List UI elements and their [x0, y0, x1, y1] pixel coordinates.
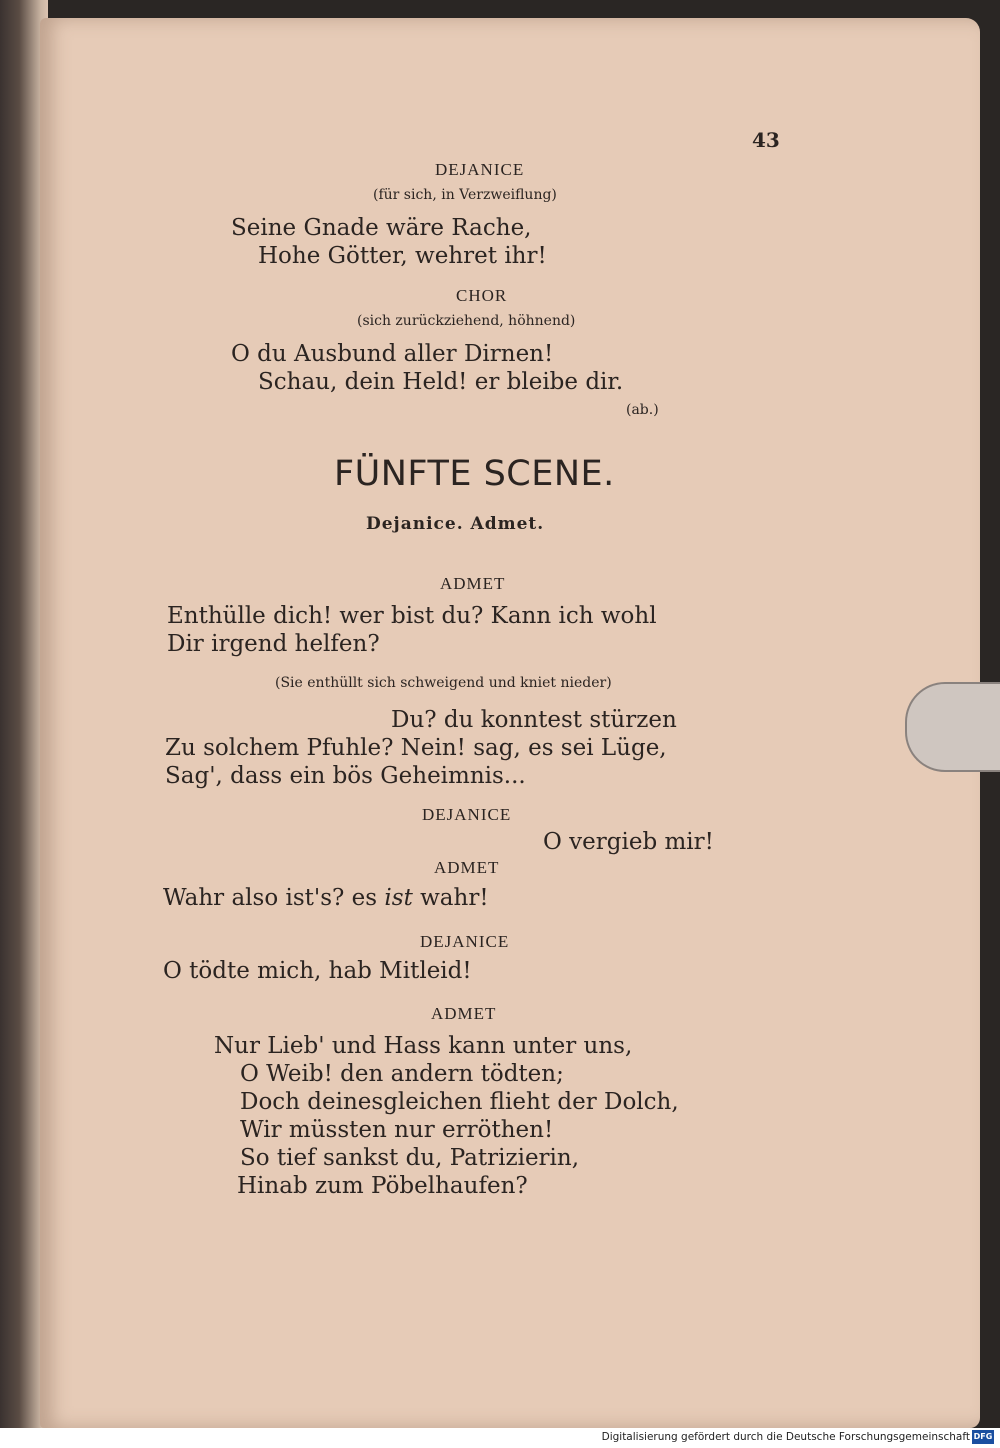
- verse-line: O du Ausbund aller Dirnen!: [231, 341, 554, 367]
- scene-persons: Dejanice. Admet.: [366, 514, 545, 534]
- digitization-credit: Digitalisierung gefördert durch die Deutsche Forschungsgemeinschaft: [601, 1431, 970, 1443]
- stage-direction: (Sie enthüllt sich schweigend und kniet nieder): [275, 675, 612, 691]
- speaker-dejanice: DEJANICE: [422, 805, 512, 824]
- verse-line: So tief sankst du, Patrizierin,: [240, 1145, 580, 1171]
- verse-line: Hohe Götter, wehret ihr!: [258, 243, 547, 269]
- speaker-dejanice: DEJANICE: [435, 160, 525, 179]
- verse-line: Schau, dein Held! er bleibe dir.: [258, 369, 624, 395]
- page-number: 43: [752, 128, 780, 152]
- speaker-chor: CHOR: [456, 286, 508, 305]
- emphasis: ist: [384, 885, 413, 911]
- verse-line: Wahr also ist's? es ist wahr!: [163, 885, 489, 911]
- speaker-admet: ADMET: [431, 1004, 497, 1023]
- verse-line: Doch deinesgleichen flieht der Dolch,: [240, 1089, 679, 1115]
- verse-line: Wir müssten nur erröthen!: [240, 1117, 554, 1143]
- verse-line: Du? du konntest stürzen: [391, 707, 677, 733]
- stage-direction: (für sich, in Verzweiflung): [373, 187, 557, 203]
- stage-direction: (sich zurückziehend, höhnend): [357, 313, 576, 329]
- verse-line: Hinab zum Pöbelhaufen?: [237, 1173, 528, 1199]
- speaker-admet: ADMET: [434, 858, 500, 877]
- verse-line: O tödte mich, hab Mitleid!: [163, 958, 472, 984]
- stage-exit: (ab.): [626, 402, 659, 418]
- scene-heading: FÜNFTE SCENE.: [334, 454, 615, 494]
- verse-line: Enthülle dich! wer bist du? Kann ich wohl: [167, 603, 657, 629]
- page-clip: [905, 682, 1000, 772]
- verse-line: Dir irgend helfen?: [167, 631, 380, 657]
- speaker-admet: ADMET: [440, 574, 506, 593]
- verse-line: Nur Lieb' und Hass kann unter uns,: [214, 1033, 633, 1059]
- speaker-dejanice: DEJANICE: [420, 932, 510, 951]
- verse-line: O Weib! den andern tödten;: [240, 1061, 564, 1087]
- dfg-logo: DFG: [972, 1430, 994, 1444]
- verse-line: Zu solchem Pfuhle? Nein! sag, es sei Lüge,: [165, 735, 667, 761]
- verse-line: Sag', dass ein bös Geheimnis...: [165, 763, 526, 789]
- verse-line: Seine Gnade wäre Rache,: [231, 215, 532, 241]
- verse-line: O vergieb mir!: [543, 829, 714, 855]
